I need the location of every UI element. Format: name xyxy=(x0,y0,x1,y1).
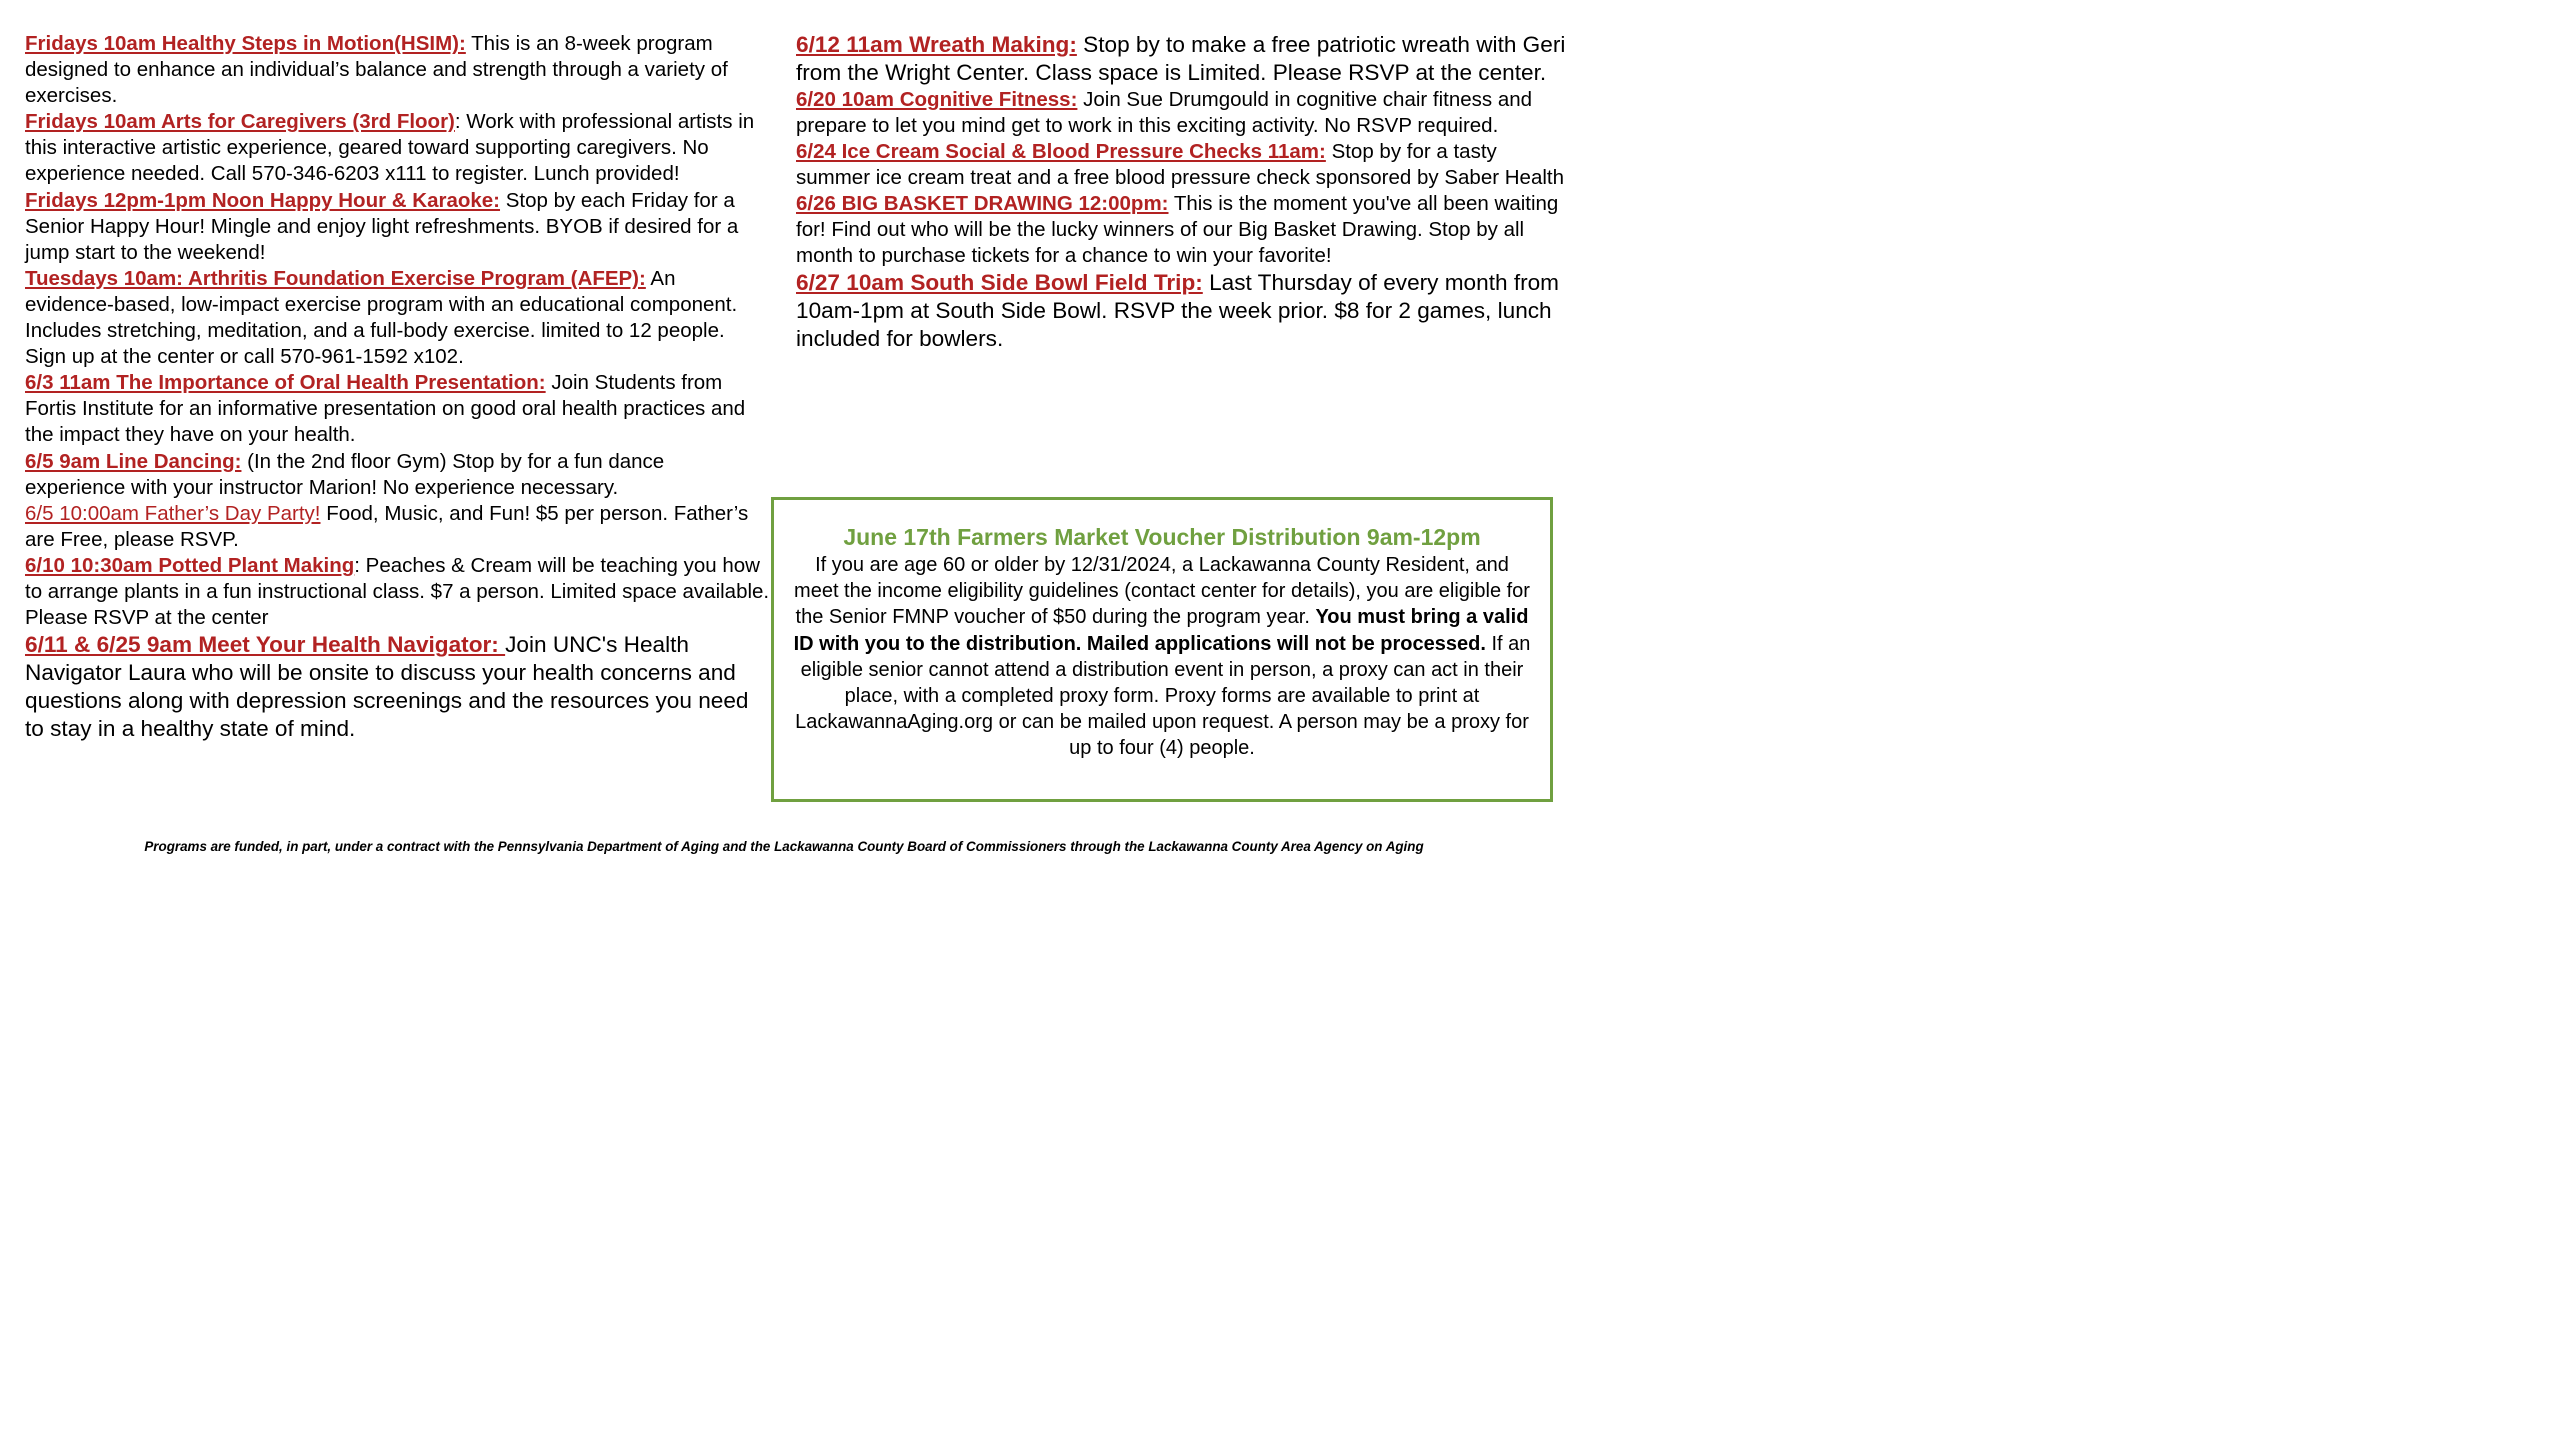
event-description: This is an 8-week program designed to enhance an individual’s balance and strength through a variety of exercises. xyxy=(25,32,728,108)
event-description: Food, Music, and Fun! $5 per person. Father’s are Free, please RSVP. xyxy=(25,501,749,551)
event-title: 6/10 10:30am Potted Plant Making xyxy=(25,553,355,577)
event-title: Fridays 12pm-1pm Noon Happy Hour & Karaoke: xyxy=(25,188,501,212)
event-title: 6/11 & 6/25 9am Meet Your Health Navigator: xyxy=(25,632,506,658)
event-title: Tuesdays 10am: Arthritis Foundation Exercise Program (AFEP): xyxy=(25,266,646,290)
event-title: 6/20 10am Cognitive Fitness: xyxy=(796,87,1078,111)
event-description: Last Thursday of every month from 10am-1pm at South Side Bowl. RSVP the week prior. $8 for 2 games, lunch included for bowlers. xyxy=(796,270,1560,351)
event-cognitive-fitness xyxy=(796,87,1566,139)
event-healthy-steps xyxy=(25,31,770,109)
farmers-market-intro: If you are age 60 or older by 12/31/2024, a Lackawanna County Resident, and meet the income eligibility guidelines (contact center for details), you are eligible for the Senior FMNP voucher of $50 during the program year. xyxy=(794,554,1530,629)
event-bowl-field-trip xyxy=(796,269,1566,352)
event-title-separator: : xyxy=(454,110,467,134)
event-title: 6/24 Ice Cream Social & Blood Pressure Checks 11am: xyxy=(796,139,1326,163)
event-ice-cream-social xyxy=(796,139,1566,191)
event-fathers-day-party xyxy=(25,501,770,553)
event-title: 6/3 11am The Importance of Oral Health Presentation: xyxy=(25,371,546,395)
event-title: 6/26 BIG BASKET DRAWING 12:00pm: xyxy=(796,191,1169,215)
event-title: Fridays 10am Arts for Caregivers (3rd Floor) xyxy=(25,110,455,134)
event-happy-hour-karaoke xyxy=(25,188,770,266)
event-title-separator: : xyxy=(354,553,366,577)
funding-footer: Programs are funded, in part, under a contract with the Pennsylvania Department of Aging and the Lackawanna County Board of Commissioners through the Lackawanna County Area Agency on Aging xyxy=(144,839,1424,854)
event-title: 6/27 10am South Side Bowl Field Trip: xyxy=(796,270,1203,296)
event-description: This is the moment you've all been waiting for! Find out who will be the lucky winners of our Big Basket Drawing. Stop by all month to purchase tickets for a chance to win your favorite! xyxy=(796,191,1559,268)
event-line-dancing xyxy=(25,449,770,501)
farmers-market-proxy-info: If an eligible senior cannot attend a distribution event in person, a proxy can act in their place, with a completed proxy form. Proxy forms are available to print at LackawannaAging.org or can be mailed upon request. A person may be a proxy for up to four (4) people. xyxy=(795,632,1531,760)
event-description: An evidence-based, low-impact exercise program with an educational component. Includes stretching, meditation, and a full-body exercise. limited to 12 people. Sign up at the center or call 570-961-1592 x102. xyxy=(25,266,738,369)
event-title: Fridays 10am Healthy Steps in Motion(HSIM): xyxy=(25,32,466,55)
event-description: Work with professional artists in this interactive artistic experience, geared toward supporting caregivers. No experience needed. Call 570-346-6203 x111 to register. Lunch provided! xyxy=(25,110,755,186)
event-oral-health xyxy=(25,370,770,448)
event-description: Stop by for a tasty summer ice cream treat and a free blood pressure check sponsored by Saber Health xyxy=(796,139,1564,189)
right-event-column xyxy=(796,31,1566,353)
event-description: (In the 2nd floor Gym) Stop by for a fun dance experience with your instructor Marion! No experience necessary. xyxy=(25,449,665,499)
event-wreath-making xyxy=(796,31,1566,87)
farmers-market-title: June 17th Farmers Market Voucher Distribution 9am-12pm xyxy=(843,524,1481,550)
event-potted-plant xyxy=(25,553,770,631)
event-health-navigator xyxy=(25,631,770,742)
left-event-column xyxy=(25,31,770,742)
event-description: Peaches & Cream will be teaching you how to arrange plants in a fun instructional class. $7 a person. Limited space available. Please RSVP at the center xyxy=(25,553,770,630)
event-description: Join Students from Fortis Institute for an informative presentation on good oral health practices and the impact they have on your health. xyxy=(25,371,746,447)
event-big-basket-drawing xyxy=(796,191,1566,269)
event-arts-for-caregivers xyxy=(25,109,770,187)
event-title: 6/5 9am Line Dancing: xyxy=(25,449,242,473)
event-description: Stop by each Friday for a Senior Happy Hour! Mingle and enjoy light refreshments. BYOB if desired for a jump start to the weekend! xyxy=(25,188,739,264)
event-description: Stop by to make a free patriotic wreath with Geri from the Wright Center. Class space is Limited. Please RSVP at the center. xyxy=(796,32,1566,85)
event-title: 6/5 10:00am Father’s Day Party! xyxy=(25,501,321,525)
farmers-market-description xyxy=(784,552,1540,762)
event-description: Join Sue Drumgould in cognitive chair fitness and prepare to let you mind get to work in this exciting activity. No RSVP required. xyxy=(796,87,1533,137)
event-description: Join UNC's Health Navigator Laura who will be onsite to discuss your health concerns and questions along with depression screenings and the resources you need to stay in a healthy state of mind. xyxy=(25,632,749,741)
farmers-market-id-requirement: You must bring a valid ID with you to the distribution. Mailed applications will not be processed. xyxy=(793,606,1529,655)
event-arthritis-exercise xyxy=(25,266,770,370)
farmers-market-notice-box xyxy=(771,497,1553,802)
event-title: 6/12 11am Wreath Making: xyxy=(796,32,1077,57)
